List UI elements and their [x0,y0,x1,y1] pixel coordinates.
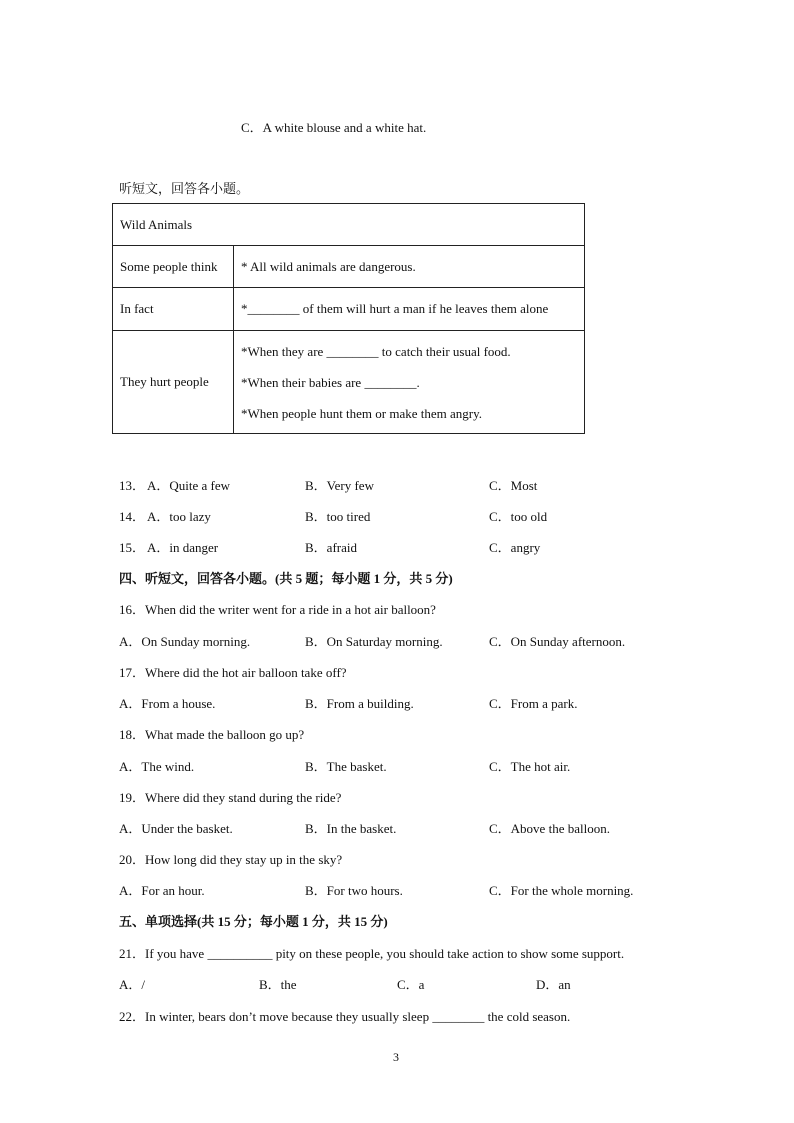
row-label: They hurt people [113,331,234,434]
question-19-stem: 19．Where did they stand during the ride? [119,790,342,805]
question-20-option-c[interactable]: C．For the whole morning. [489,883,634,898]
row-label: Some people think [113,246,234,288]
question-15-option-a[interactable]: A．in danger [147,540,219,555]
question-20-option-b[interactable]: B．For two hours. [305,883,403,898]
row-line: *When their babies are ________. [241,374,420,390]
question-15-number: 15． [119,540,146,555]
row-content [234,331,585,434]
listening-instruction: 听短文，回答各小题。 [119,181,250,196]
question-16-option-c[interactable]: C．On Sunday afternoon. [489,634,626,649]
question-14-option-c[interactable]: C．too old [489,509,548,524]
question-22-stem: 22．In winter, bears don’t move because they usually sleep ________ the cold season. [119,1009,571,1024]
question-20-option-a[interactable]: A．For an hour. [119,883,205,898]
question-18-option-b[interactable]: B．The basket. [305,759,387,774]
row-content: * All wild animals are dangerous. [234,246,585,288]
question-14-number: 14． [119,509,146,524]
row-line: *When they are ________ to catch their usual food. [241,343,511,359]
question-13-option-c[interactable]: C．Most [489,478,538,493]
question-17-option-c[interactable]: C．From a park. [489,696,578,711]
table-row [113,331,585,434]
question-19-option-a[interactable]: A．Under the basket. [119,821,233,836]
page-number: 3 [393,1050,399,1064]
question-15-option-c[interactable]: C．angry [489,540,541,555]
question-14-option-b[interactable]: B．too tired [305,509,371,524]
table-title: Wild Animals [113,204,585,246]
question-16-option-a[interactable]: A．On Sunday morning. [119,634,251,649]
question-19-option-c[interactable]: C．Above the balloon. [489,821,610,836]
question-21-option-c[interactable]: C．a [397,977,425,992]
question-15-option-b[interactable]: B．afraid [305,540,357,555]
question-21-option-a[interactable]: A．/ [119,977,146,992]
question-20-stem: 20．How long did they stay up in the sky? [119,852,343,867]
question-21-option-d[interactable]: D．an [536,977,571,992]
question-21-stem: 21．If you have __________ pity on these people, you should take action to show some support. [119,946,625,961]
question-18-option-a[interactable]: A．The wind. [119,759,195,774]
row-line: *When people hunt them or make them angry. [241,405,483,421]
question-17-option-b[interactable]: B．From a building. [305,696,414,711]
question-19-option-b[interactable]: B．In the basket. [305,821,397,836]
question-18-stem: 18．What made the balloon go up? [119,727,305,742]
question-18-option-c[interactable]: C．The hot air. [489,759,571,774]
question-16-stem: 16．When did the writer went for a ride in a hot air balloon? [119,602,436,617]
row-content: *________ of them will hurt a man if he leaves them alone [234,288,585,331]
question-16-option-b[interactable]: B．On Saturday morning. [305,634,443,649]
question-13-number: 13． [119,478,146,493]
row-label: In fact [113,288,234,331]
question-21-option-b[interactable]: B．the [259,977,297,992]
question-14-option-a[interactable]: A．too lazy [147,509,211,524]
question-13-option-a[interactable]: A．Quite a few [147,478,231,493]
section-5-heading: 五、单项选择(共 15 分；每小题 1 分，共 15 分) [119,914,388,929]
question-17-stem: 17．Where did the hot air balloon take off? [119,665,347,680]
table-title-row [113,204,585,246]
wild-animals-notes-table [112,203,585,434]
previous-option-c: C．A white blouse and a white hat. [241,120,427,135]
question-17-option-a[interactable]: A．From a house. [119,696,216,711]
table-row [113,288,585,331]
section-4-heading: 四、听短文，回答各小题。(共 5 题；每小题 1 分，共 5 分) [119,571,453,586]
question-13-option-b[interactable]: B．Very few [305,478,374,493]
table-row [113,246,585,288]
